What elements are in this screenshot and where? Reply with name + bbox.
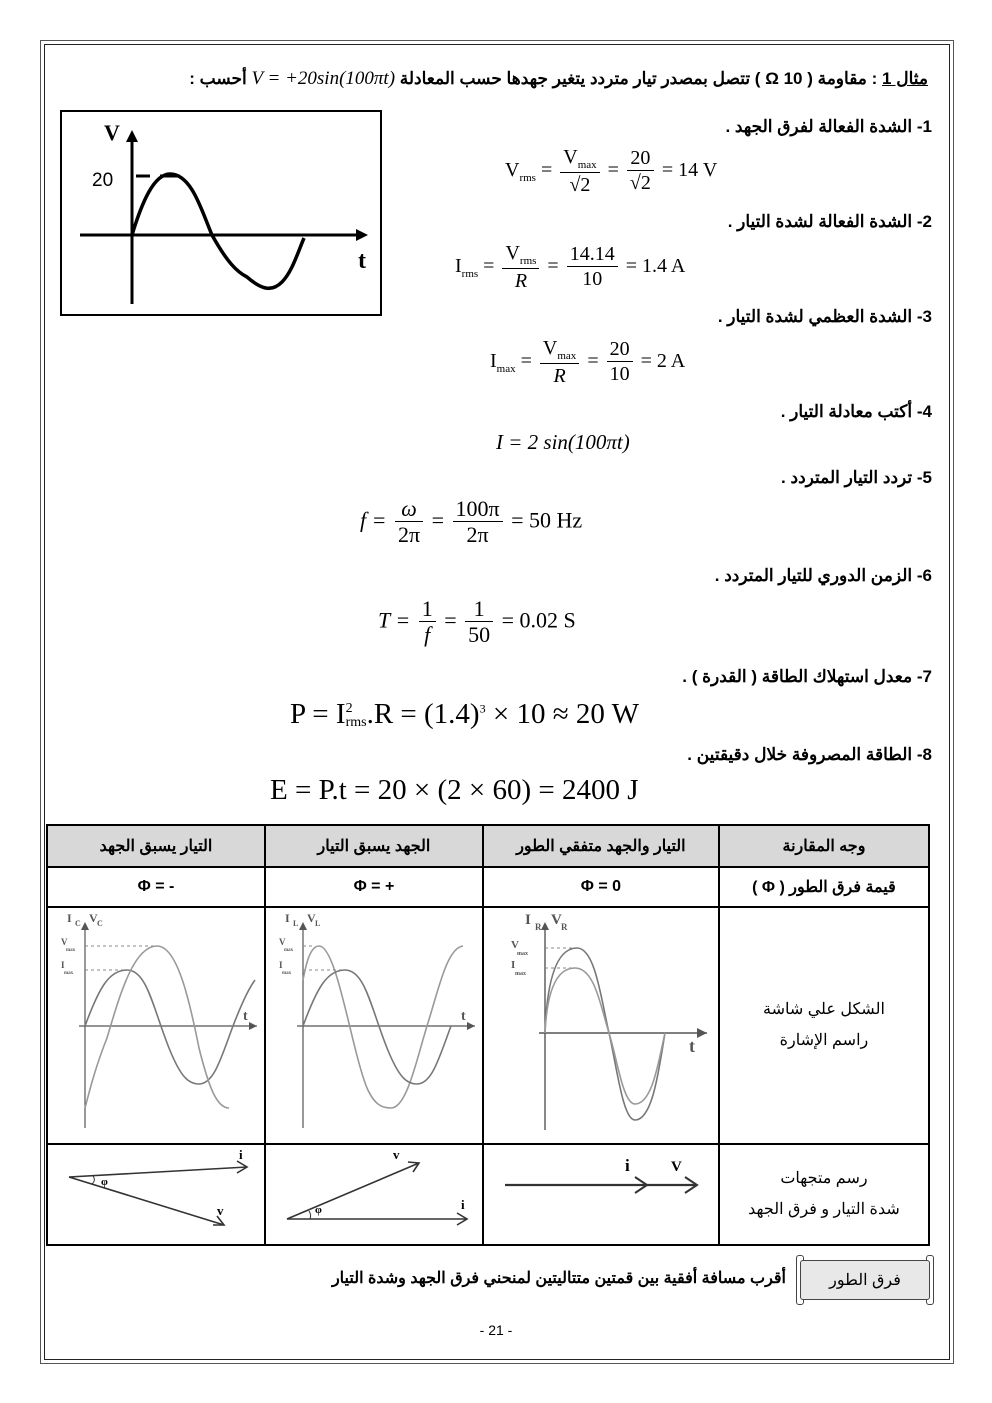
a1-frac2 [627,147,654,195]
item-3-num: 3- [916,307,932,326]
a6-d2: 50 [468,622,491,648]
item-1-text: الشدة الفعالة لفرق الجهد . [725,117,913,136]
vector-resistor [483,1144,719,1245]
wave-inductor [265,907,483,1144]
item-1-num: 1- [916,117,932,136]
item-2-num: 2- [916,212,932,231]
example-intro: : مقاومة ( 10 Ω ) تتصل بمصدر تيار متردد يتغير جهدها حسب المعادلة [399,69,878,88]
a5-d2: 2π [466,522,489,548]
a7-p3: × 10 ≈ 20 W [485,698,639,730]
wave-l-vmax: V [278,937,286,947]
item-2-text: الشدة الفعالة لشدة التيار . [727,212,913,231]
a3-d2: 10 [609,363,630,386]
wave-c-i-sub: C [74,919,81,928]
item-6 [715,566,932,586]
a1-d2: √2 [629,172,651,195]
phi-label: قيمة فرق الطور ( Φ ) [719,867,929,907]
a2-n2: 14.14 [567,243,618,267]
a2-d2: 10 [582,268,603,291]
a6-n2: 1 [465,596,493,622]
item-7 [682,667,932,687]
wave-r-vmax: V [510,939,519,951]
wave-r-imax: I [510,959,516,971]
vector-capacitor [47,1144,265,1245]
item-4 [781,402,932,422]
page-number: - 21 - [479,1322,513,1338]
a1-n2: 20 [627,147,654,171]
item-2 [728,212,932,232]
table-vector-row [47,1144,929,1245]
answer-6: T = $\frac{1}{f}$ = $\frac{1}{50}$ = 0.02 S [378,596,576,648]
a3-lhs-sub: max [496,362,516,375]
a5-result: = 50 Hz [511,507,583,533]
example-header [189,68,928,90]
header-voltage-leads: الجهد يسبق التيار [265,825,483,867]
wave-c-v-sub: C [96,919,103,928]
wave-capacitor [47,907,265,1144]
vector-label [719,1144,929,1245]
wave-c-vmax: V [60,937,68,947]
a7-sup: 2 [345,701,353,717]
answer-3: $I_{max}$ = $\frac{V_{max}}{R}$ = $\frac{20}{10}$ = 2 A [490,337,686,387]
wave-c-i: I [66,911,72,925]
graph-peak-label: 20 [92,170,114,191]
example-equation: V = +20sin(100πt) [251,68,396,89]
a5-lhs: f = [360,507,387,533]
definition-term: فرق الطور [800,1260,930,1300]
answer-8: E = P.t = 20 × (2 × 60) = 2400 J [270,774,639,806]
phi-negative: Φ = - [47,867,265,907]
a7-sup2: 3 [479,701,486,716]
scope-label-line2: راسم الإشارة [779,1031,869,1049]
answer-1: $V_{rms}$ = $\frac{V_{max}}{√2}$ = $\frac{20}{√2}$ = 14 V [505,146,718,196]
example-ask: أحسب : [189,69,247,88]
a1-d1: √2 [569,173,591,196]
vector-l-phi: φ [314,1204,322,1216]
a3-n1-sub: max [557,350,577,362]
vector-r-i: i [624,1156,630,1175]
wave-l-i: I [284,911,290,925]
a6-frac1 [419,596,436,649]
a2-lhs: I [455,254,462,277]
a2-d1: R [514,269,528,292]
a1-n1: V [563,146,578,168]
a3-d1: R [553,364,566,387]
wave-c-imax-sub: max [63,971,74,976]
wave-r-imax-sub: max [514,971,526,977]
vector-c-phi: φ [100,1176,108,1188]
a1-n1-sub: max [577,159,597,171]
answer-7 [290,698,639,731]
item-8 [687,745,932,765]
item-8-num: 8- [916,745,932,764]
wave-l-v: V [306,911,316,925]
vector-c-i: i [238,1147,243,1162]
a1-lhs: V [505,158,520,181]
voltage-graph [60,110,382,316]
scope-label-line1: الشكل علي شاشة [763,1001,885,1019]
a5-n2: 100π [453,496,503,522]
wave-r-t: t [688,1036,695,1056]
a1-frac1 [560,146,599,197]
a7-p2: .R = (1.4) [366,698,480,730]
item-5-text: تردد التيار المتردد . [781,468,913,487]
table-wave-row [47,907,929,1144]
voltage-graph-svg [62,112,380,314]
vector-l-i: i [460,1197,465,1212]
a1-lhs-sub: rms [519,171,536,184]
wave-c-imax: I [60,960,65,970]
item-7-text: معدل استهلاك الطاقة ( القدرة ) . [682,667,913,686]
vector-inductor-svg [267,1145,481,1239]
a5-d1: 2π [397,522,421,548]
wave-l-v-sub: L [314,919,321,928]
comparison-table [46,824,930,1246]
wave-l-imax-sub: max [281,971,292,976]
example-label: مثال 1 [882,69,928,88]
item-8-text: الطاقة المصروفة خلال دقيقتين . [687,745,913,764]
a7-p1: P = I [290,698,346,730]
wave-r-vmax-sub: max [516,951,528,957]
vector-label-line1: رسم متجهات [780,1170,868,1188]
a3-n1: V [542,337,558,359]
vector-inductor [265,1144,483,1245]
answer-2: $I_{rms}$ = $\frac{V_{rms}}{R}$ = $\frac{14.14}{10}$ = 1.4 A [455,242,686,292]
wave-resistor [483,907,719,1144]
a2-n1: V [505,242,520,264]
a3-frac1 [540,337,579,388]
wave-c-vmax-sub: max [65,948,76,953]
phi-zero: Φ = 0 [483,867,719,907]
a3-frac2 [607,338,633,386]
item-3 [718,307,932,327]
a2-lhs-sub: rms [461,267,479,280]
wave-c-v: V [88,911,98,925]
item-3-text: الشدة العظمي لشدة التيار . [717,307,913,326]
graph-t-label: t [358,248,366,274]
a6-lhs: T = [378,607,411,633]
wave-r-v-sub: R [560,922,568,932]
a2-result: = 1.4 A [625,254,686,277]
a2-frac2 [567,243,618,291]
a3-lhs: I [490,349,497,372]
a6-n1: 1 [419,596,436,622]
wave-resistor-plot [485,908,717,1138]
item-6-num: 6- [916,566,932,585]
header-comparison: وجه المقارنة [719,825,929,867]
wave-inductor-plot [267,908,481,1138]
a7-sub: rms [345,715,367,731]
phi-positive: Φ = + [265,867,483,907]
item-4-text: أكتب معادلة التيار . [780,402,913,421]
item-4-num: 4- [916,402,932,421]
wave-l-imax: I [278,960,283,970]
wave-r-v: V [550,912,562,928]
item-7-num: 7- [916,667,932,686]
a6-d1: f [424,622,431,648]
vector-capacitor-svg [49,1145,263,1239]
wave-l-t: t [460,1009,466,1024]
a3-n2: 20 [607,338,633,362]
a6-result: = 0.02 S [501,607,576,633]
vector-resistor-svg [485,1145,717,1239]
table-header-row [47,825,929,867]
wave-r-i: I [524,912,531,928]
vector-l-v: v [392,1147,400,1162]
a5-frac2 [453,496,503,549]
wave-r-i-sub: R [534,922,542,932]
wave-l-vmax-sub: max [283,948,294,953]
item-6-text: الزمن الدوري للتيار المتردد . [714,566,913,585]
header-current-leads: التيار يسبق الجهد [47,825,265,867]
a5-n1: ω [395,496,423,522]
wave-capacitor-plot [49,908,263,1138]
vector-label-line2: شدة التيار و فرق الجهد [748,1200,900,1218]
graph-v-label: V [104,120,120,145]
vector-c-v: v [216,1203,224,1218]
a5-frac1 [395,496,423,549]
item-5-num: 5- [916,468,932,487]
item-5 [781,468,932,488]
a3-result: = 2 A [640,349,686,372]
vector-r-v: V [670,1159,682,1175]
a6-frac2 [465,596,493,649]
a2-frac1 [502,242,539,293]
header-in-phase: التيار والجهد متفقي الطور [483,825,719,867]
a2-n1-sub: rms [519,255,537,267]
table-phi-row [47,867,929,907]
wave-c-t: t [242,1009,248,1024]
definition-text: أقرب مسافة أفقية بين قمتين متتاليتين لمنحني فرق الجهد وشدة التيار [331,1270,786,1287]
item-1 [725,117,932,137]
a1-result: = 14 V [661,158,718,181]
answer-4: I = 2 sin(100πt) [496,430,630,454]
answer-5: f = $\frac{\omega}{2\pi}$ = $\frac{100\pi}{2\pi}$ = 50 Hz [360,496,583,548]
wave-l-i-sub: L [292,919,299,928]
scope-label [719,907,929,1144]
